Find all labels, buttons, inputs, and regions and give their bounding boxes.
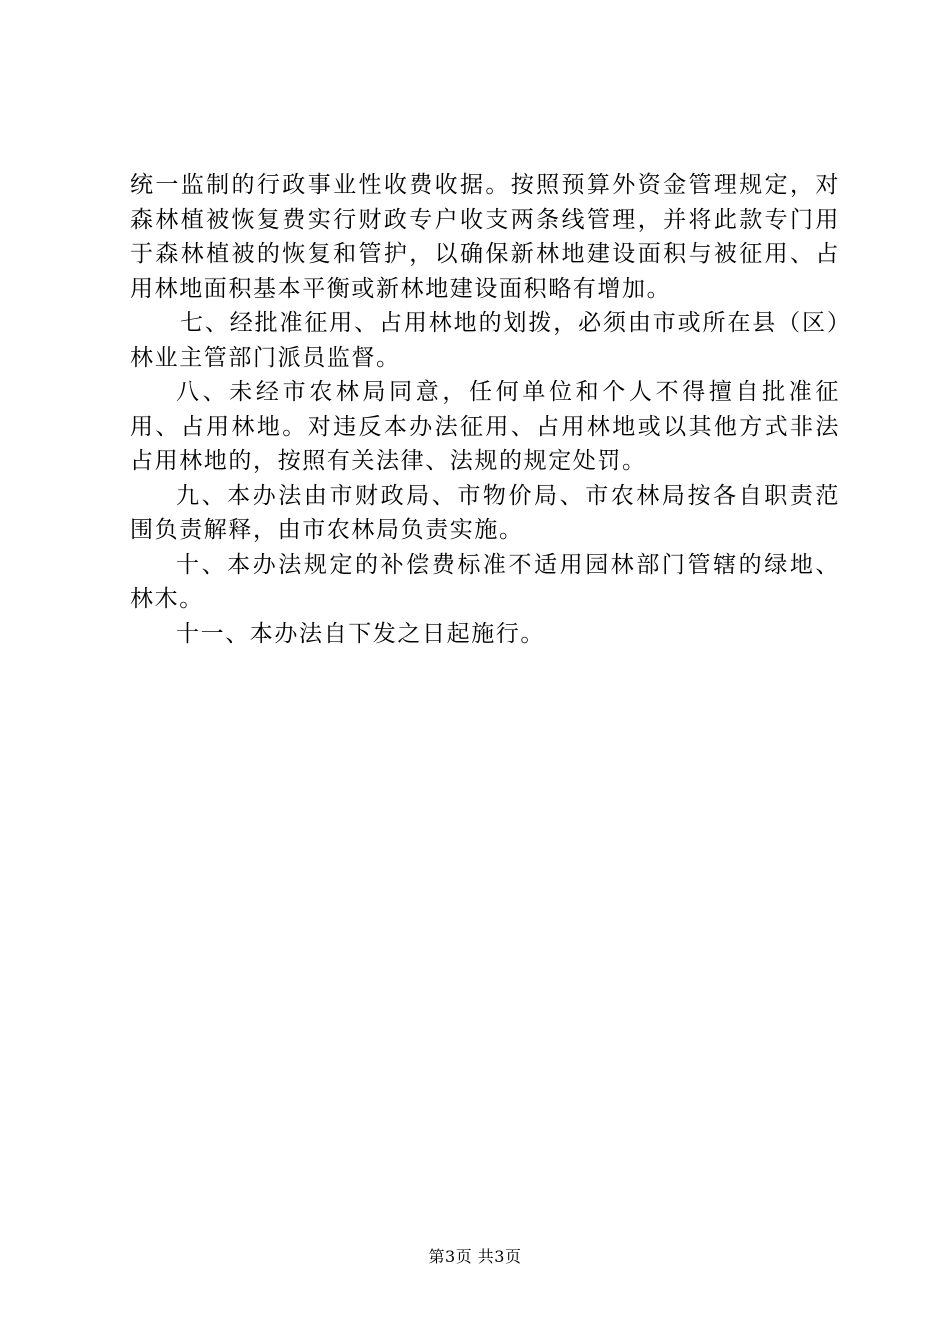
paragraph-article-9: 九、本办法由市财政局、市物价局、市农林局按各自职责范围负责解释，由市农林局负责实施。 (130, 482, 840, 543)
paragraph-article-11: 十一、本办法自下发之日起施行。 (176, 620, 545, 647)
page-number-footer: 第3页 共3页 (428, 1247, 522, 1266)
paragraph-continued: 统一监制的行政事业性收费收据。按照预算外资金管理规定，对森林植被恢复费实行财政专户收支两条线管理，并将此款专门用于森林植被的恢复和管护，以确保新林地建设面积与被征用、占用林地面积基本平衡或新林地建设面积略有增加。 (130, 172, 840, 302)
paragraph-article-7: 七、经批准征用、占用林地的划拨，必须由市或所在县（区）林业主管部门派员监督。 (130, 310, 840, 371)
paragraph-article-8: 八、未经市农林局同意，任何单位和个人不得擅自批准征用、占用林地。对违反本办法征用、占用林地或以其他方式非法占用林地的，按照有关法律、法规的规定处罚。 (130, 379, 840, 474)
document-body (130, 168, 840, 651)
paragraph-article-10: 十、本办法规定的补偿费标准不适用园林部门管辖的绿地、林木。 (130, 551, 840, 612)
